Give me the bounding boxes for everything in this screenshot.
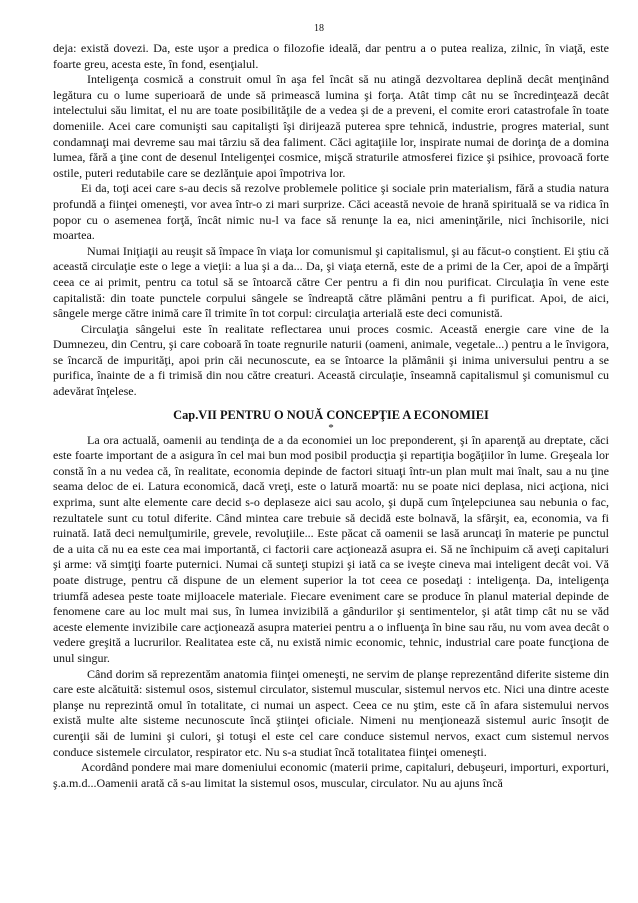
- paragraph-economy: La ora actuală, oamenii au tendinţa de a da economiei un loc preponderent, şi în aparenţă au dreptate, căci este foarte important de a asigura în cel mai bun mod posibil producţia şi repartiţia bogăţiilor în lume. Greşeala lor constă în a nu vedea că, în realitate, economia depinde de factori situaţi într-un plan mult mai înalt, sau a nu ţine seama deloc de ei. Latura economică, dacă vreţi, este o latură moartă: nu se poate nici deplasa, nici acţiona, nici exprima, sunt alte elemente care decid s-o deplaseze aici sau acolo, şi după cum înţelepciunea sau nebunia o fac, rezultatele sunt cu totul diferite. Când mintea care trebuie să decidă este bolnavă, la sfârşit, ea, economia, va fi ruinată. Iată deci nemulţumirile, grevele, revoluţiile... Este păcat că oamenii se lasă aruncaţi în materie pe punctul de a uita că nu ea este cea mai importantă, ci factorii care acţionează asupra ei. Să ne închipuim că aveţi capitaluri şi arme: vă simţiţi foarte puternici. Numai că sunteţi stupizi şi iată ca se iveşte cineva mai inteligent decât voi. Vă poate distruge, pentru că dispune de un element superior la tot ceea ce posedaţi : inteligenţa. Da, inteligenţa triumfă adesea peste toate mijloacele materiale. Fiecare eveniment care se produce în planul material depinde de fenomene care au loc mult mai sus, în lumea invizibilă a gândurilor şi sentimentelor, şi atât timp cât nu se văd aceste elemente invizibile care acţionează asupra materiei pentru a o influenţa în bine sau rău, nu vom avea decât o vedere greşită a lucrurilor. Realitatea este că, nu există nimic economic, tehnic, industrial care poate funcţiona de unul singur.: [53, 432, 609, 665]
- paragraph-anatomy: Când dorim să reprezentăm anatomia fiinţei omeneşti, ne servim de planşe reprezentând diferite sisteme din care este alcătuită: sistemul osos, sistemul circulator, sistemul muscular, sistemul nervos etc. Nici una dintre aceste planşe nu reprezintă omul în totalitate, ci numai un aspect. Ceea ce nu ştim, este că în afara sistemului nervos există multe alte sisteme necunoscute încă ştiinţei oficiale. Nimeni nu menţionează sistemul auric însoţit de curenţii săi de lumini şi culori, şi totuşi el este cel care conduce sistemul nervos, exact cum sistemul nervos conduce sistemele circulator, respirator etc. Nu s-a studiat încă totalitatea fiinţei omeneşti.: [53, 666, 609, 759]
- page-content: [53, 41, 609, 791]
- paragraph-cosmic-intelligence: Inteligenţa cosmică a construit omul în aşa fel încât să nu atingă dezvoltarea deplină decât menţinând legătura cu o lume superioară de unde să primească lumina şi forţa. Atât timp cât nu se încredinţează decât intelectului său limitat, el nu are toate posibilităţile de a vedea şi de a preveni, el comite erori catastrofale în toate domeniile. Acei care comunişti sau capitalişti îşi dirijează puterea spre tehnică, industrie, progres material, sunt condamnaţi mai devreme sau mai târziu să dea faliment. Căci agitaţiile lor, inspirate numai de dorinţa de a domina lumea, fără a ţine cont de desenul Inteligenţei cosmice, mişcă straturile atmosferei fizice şi psihice, provoacă forte ostile, puteri redutabile care se dezlănţuie apoi împotriva lor.: [53, 72, 609, 180]
- page-number: 18: [314, 23, 324, 34]
- paragraph-materialism: Ei da, toţi acei care s-au decis să rezolve problemele politice şi sociale prin materialism, fără a studia natura profundă a fiinţei omeneşti, vor avea într-o zi mari surprize. Căci această nevoie de hrană spirituală se va ridica în popor cu o asemenea forţă, încât nimic nu-l va face să renunţe la ea, nici ameninţările, nici închisorile, nici moartea.: [53, 181, 609, 243]
- paragraph-continuation: deja: există dovezi. Da, este uşor a predica o filozofie ideală, dar pentru a o putea realiza, zilnic, în viaţă, este foarte greu, acesta este, în fond, esenţialul.: [53, 41, 609, 71]
- chapter-title: Cap.VII PENTRU O NOUĂ CONCEPŢIE A ECONOMIEI: [173, 407, 489, 422]
- section-separator: *: [328, 421, 334, 434]
- paragraph-economic-domain: Acordând pondere mai mare domeniului economic (materii prime, capitaluri, debuşeuri, importuri, exporturi, ş.a.m.d...Oamenii arată că s-au limitat la sistemul osos, muscular, circulator. Nu au ajuns încă: [53, 760, 609, 790]
- paragraph-initiates: Numai Iniţiaţii au reuşit să împace în viaţa lor comunismul şi capitalismul, şi au făcut-o conştient. Ei ştiu că această circulaţie este o lege a vieţii: a lua şi a da... Da, şi viaţa eternă, este de a primi de la Cer, apoi de a împărţi ceea ce ai primit, pentru ca totul să se întoarcă către Cer pentru a fi din nou purificat. Circulaţia în vene este capitalistă: din toate punctele corpului sângele se îndreaptă către plămâni pentru a fi purificat. Apoi, de aici, sângele merge către inimă care îl trimite în tot corpul: circulaţia arterială este deci comunistă.: [53, 243, 609, 321]
- paragraph-blood-circulation: Circulaţia sângelui este în realitate reflectarea unui proces cosmic. Această energie care vine de la Dumnezeu, din Centru, şi care coboară în toate regnurile naturii (oameni, animale, vegetale...) pentru a le învigora, se încarcă de impurităţi, apoi prin căi necunoscute, ea se întoarce la plămânii şi inima universului pentru a se purifica, înainte de a fi trimisă din nou către creaturi. Această circulaţie, înseamnă capitalismul şi comunismul cu adevărat înţelese.: [53, 321, 609, 399]
